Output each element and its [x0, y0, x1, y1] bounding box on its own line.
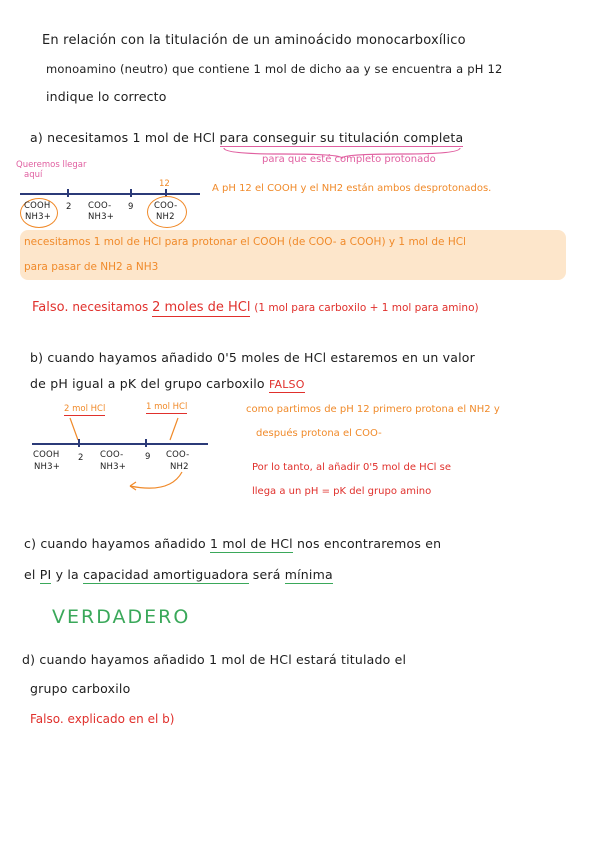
a-axis-label-2: 2 [66, 202, 72, 212]
a-species-left-top: COOH [24, 201, 51, 211]
a-orange-note: A pH 12 el COOH y el NH2 están ambos desprotonados. [212, 183, 492, 194]
a-highlight-line-2: para pasar de NH2 a NH3 [24, 261, 159, 273]
a-note-pink-left-1: Queremos llegar [16, 160, 87, 170]
b-species-right-bottom: NH2 [170, 462, 189, 472]
d-verdict [30, 712, 174, 726]
intro-line-2: monoamino (neutro) que contiene 1 mol de dicho aa y se encuentra a pH 12 [46, 62, 503, 76]
b-orange-line-2: después protona el COO- [256, 428, 382, 439]
b-species-mid-bottom: NH3+ [100, 462, 127, 472]
b-species-right-top: COO- [166, 450, 190, 460]
b-question-line-2 [30, 376, 305, 391]
c-q-underlined1: 1 mol de HCl [210, 536, 293, 551]
a-verdict-underlined: 2 moles de HCl [152, 300, 251, 315]
b-orange-line-1: como partimos de pH 12 primero protona el NH2 y [246, 404, 500, 415]
d-line-2: grupo carboxilo [30, 681, 131, 696]
b-question-line-1: b) cuando hayamos añadido 0'5 moles de HCl estaremos en un valor [30, 350, 475, 365]
a-tick-2 [67, 189, 69, 197]
a-species-right-top: COO- [154, 201, 178, 211]
b-arrow-right-label: 1 mol HCl [146, 402, 188, 412]
c-q2-part2: y la [55, 567, 79, 582]
c-q2-part3: será [252, 567, 281, 582]
b-arrow-bottom [100, 468, 220, 498]
a-highlight-line-1: necesitamos 1 mol de HCl para protonar el COOH (de COO- a COOH) y 1 mol de HCl [24, 236, 466, 248]
b-species-left-top: COOH [33, 450, 60, 460]
b-tick-9 [145, 439, 147, 447]
d-verdict-label: Falso. [30, 712, 64, 726]
b-arrows-top [30, 410, 230, 440]
b-red-line-2: llega a un pH = pK del grupo amino [252, 486, 432, 497]
a-question [30, 130, 463, 145]
intro-line-3: indique lo correcto [46, 89, 167, 104]
a-species-left-bottom: NH3+ [25, 212, 52, 222]
c-question-line-1 [24, 536, 441, 551]
a-axis-label-12: 12 [159, 179, 170, 189]
intro-line-1: En relación con la titulación de un aminoácido monocarboxílico [42, 33, 466, 48]
d-verdict-text: explicado en el b) [67, 712, 175, 726]
c-q2-underlined: capacidad amortiguadora [83, 567, 249, 582]
a-verdict [32, 300, 479, 315]
a-note-pink-left-2: aquí [24, 170, 43, 180]
a-note-pink-right: para que esté completo protonado [262, 154, 436, 165]
c-verdict: VERDADERO [52, 606, 191, 628]
a-question-start: a) necesitamos 1 mol de HCl [30, 130, 216, 145]
b-question-falso: FALSO [268, 378, 305, 391]
c-q-part2: nos encontraremos en [297, 536, 442, 551]
c-q2-part1: el [24, 567, 36, 582]
b-axis-label-9: 9 [145, 452, 151, 462]
a-species-mid-bottom: NH3+ [88, 212, 115, 222]
c-q-part1: c) cuando hayamos añadido [24, 536, 206, 551]
a-verdict-paren: (1 mol para carboxilo + 1 mol para amino) [254, 302, 479, 314]
a-axis [20, 193, 200, 195]
a-question-underlined: para conseguir su titulación completa [219, 130, 464, 145]
b-question-line-2-text: de pH igual a pK del grupo carboxilo [30, 376, 265, 391]
b-axis [32, 443, 208, 445]
a-verdict-text: necesitamos [72, 300, 149, 314]
c-question-line-2 [24, 567, 333, 582]
b-species-mid-top: COO- [100, 450, 124, 460]
b-axis-label-2: 2 [78, 453, 84, 463]
a-species-mid-top: COO- [88, 201, 112, 211]
b-arrow-left-label: 2 mol HCl [64, 404, 106, 414]
d-line-1: d) cuando hayamos añadido 1 mol de HCl estará titulado el [22, 652, 407, 667]
c-q2-minima: mínima [284, 567, 333, 582]
c-q2-pi: PI [39, 567, 52, 582]
a-axis-label-9: 9 [128, 202, 134, 212]
b-tick-2 [78, 439, 80, 447]
a-species-right-bottom: NH2 [156, 212, 175, 222]
b-red-line-1: Por lo tanto, al añadir 0'5 mol de HCl se [252, 462, 452, 473]
a-tick-9 [130, 189, 132, 197]
b-species-left-bottom: NH3+ [34, 462, 61, 472]
a-verdict-label: Falso. [32, 300, 69, 315]
